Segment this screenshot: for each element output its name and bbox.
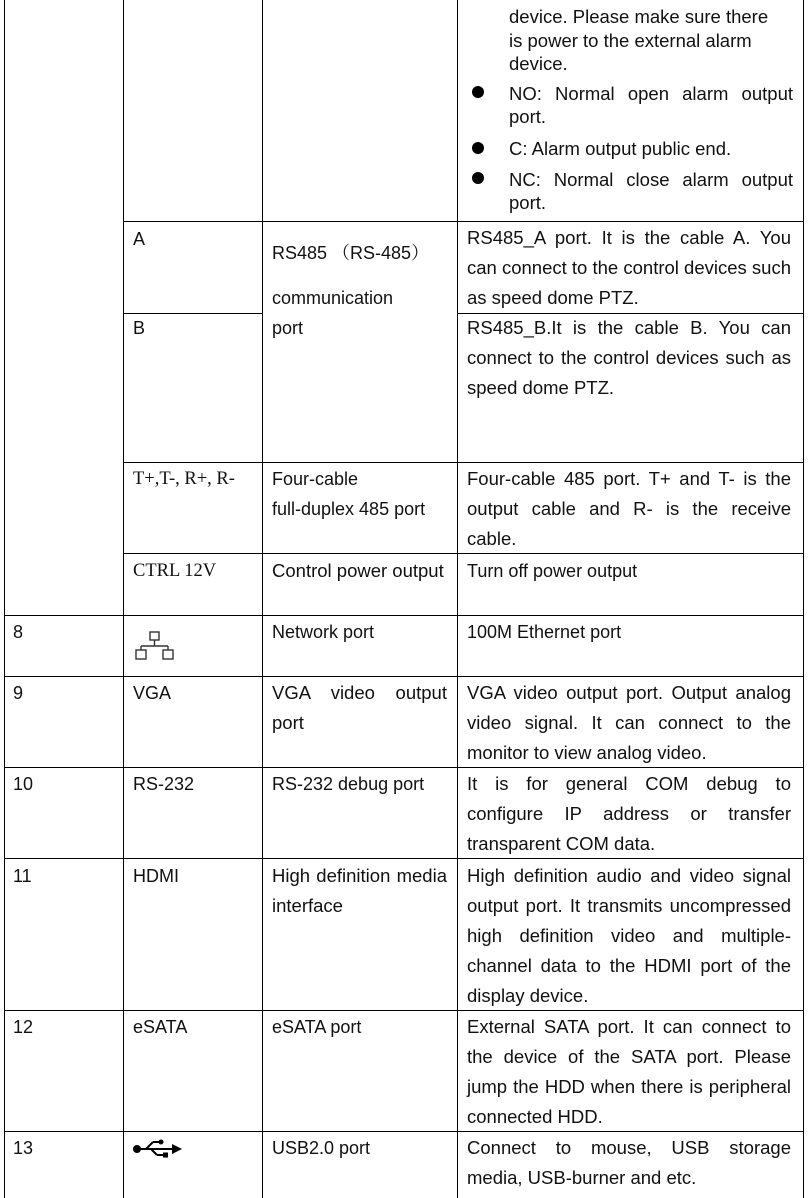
port-name-rs485: RS485 （RS-485） bbox=[272, 243, 430, 263]
port-desc-hdmi: High definition audio and video signal output port. It transmits uncompressed high definition video and multiple-channel data to the HDMI port of the display device. bbox=[467, 865, 791, 1006]
row-number: 8 bbox=[13, 622, 24, 642]
port-desc-ctrl: Turn off power output bbox=[467, 561, 638, 581]
bullet-nc: NC: Normal close alarm output port. bbox=[509, 169, 793, 213]
port-id-tr: T+,T-, R+, R- bbox=[133, 469, 235, 489]
port-name-network: Network port bbox=[272, 622, 375, 642]
port-id-ctrl: CTRL 12V bbox=[133, 561, 217, 581]
port-name-ctrl: Control power output bbox=[272, 560, 444, 581]
usb-icon bbox=[132, 1139, 184, 1159]
network-icon bbox=[134, 631, 176, 661]
bullet-icon bbox=[472, 172, 484, 184]
port-desc-esata: External SATA port. It can connect to the device of the SATA port. Please jump the HDD when there is peripheral connected HDD. bbox=[467, 1016, 791, 1127]
port-id-hdmi: HDMI bbox=[133, 866, 179, 886]
bullet-icon bbox=[472, 142, 484, 154]
port-name-rs485-line3: port bbox=[272, 318, 304, 338]
port-id-b: B bbox=[133, 318, 146, 338]
port-name-fourcable-line2: full-duplex 485 port bbox=[272, 499, 426, 519]
port-desc-usb: Connect to mouse, USB storage media, USB-burner and etc. bbox=[467, 1137, 791, 1188]
port-name-esata: eSATA port bbox=[272, 1017, 362, 1037]
port-id-rs232: RS-232 bbox=[133, 774, 195, 794]
row-number: 10 bbox=[13, 774, 34, 794]
port-desc-network: 100M Ethernet port bbox=[467, 622, 622, 642]
port-name-fourcable: Four-cable bbox=[272, 469, 359, 489]
port-desc-tr: Four-cable 485 port. T+ and T- is the output cable and R- is the receive cable. bbox=[467, 468, 791, 549]
alarm-desc-line: device. Please make sure there bbox=[509, 6, 769, 27]
row-number: 9 bbox=[13, 683, 24, 703]
port-desc-a: RS485_A port. It is the cable A. You can connect to the control devices such as speed dome PTZ. bbox=[467, 227, 791, 308]
alarm-desc-line: is power to the external alarm bbox=[509, 30, 752, 51]
port-name-vga: VGA video output port bbox=[272, 682, 447, 733]
row-number: 11 bbox=[13, 866, 32, 886]
port-id-a: A bbox=[133, 229, 146, 249]
port-desc-b: RS485_B.It is the cable B. You can connect to the control devices such as speed dome PTZ. bbox=[467, 317, 791, 398]
port-name-rs232: RS-232 debug port bbox=[272, 774, 425, 794]
port-desc-rs232: It is for general COM debug to configure IP address or transfer transparent COM data. bbox=[467, 773, 791, 854]
port-name-hdmi: High definition media interface bbox=[272, 865, 447, 916]
bullet-no: NO: Normal open alarm output port. bbox=[509, 83, 793, 127]
bullet-c: C: Alarm output public end. bbox=[509, 138, 732, 159]
port-name-rs485-line2: communication bbox=[272, 288, 394, 308]
port-desc-vga: VGA video output port. Output analog video signal. It can connect to the monitor to view analog video. bbox=[467, 682, 791, 763]
row-number: 12 bbox=[13, 1017, 34, 1037]
bullet-icon bbox=[472, 86, 484, 98]
row-number: 13 bbox=[13, 1138, 34, 1158]
port-id-esata: eSATA bbox=[133, 1017, 188, 1037]
port-id-vga: VGA bbox=[133, 683, 172, 703]
alarm-desc-line: device. bbox=[509, 53, 568, 74]
port-name-usb: USB2.0 port bbox=[272, 1138, 371, 1158]
